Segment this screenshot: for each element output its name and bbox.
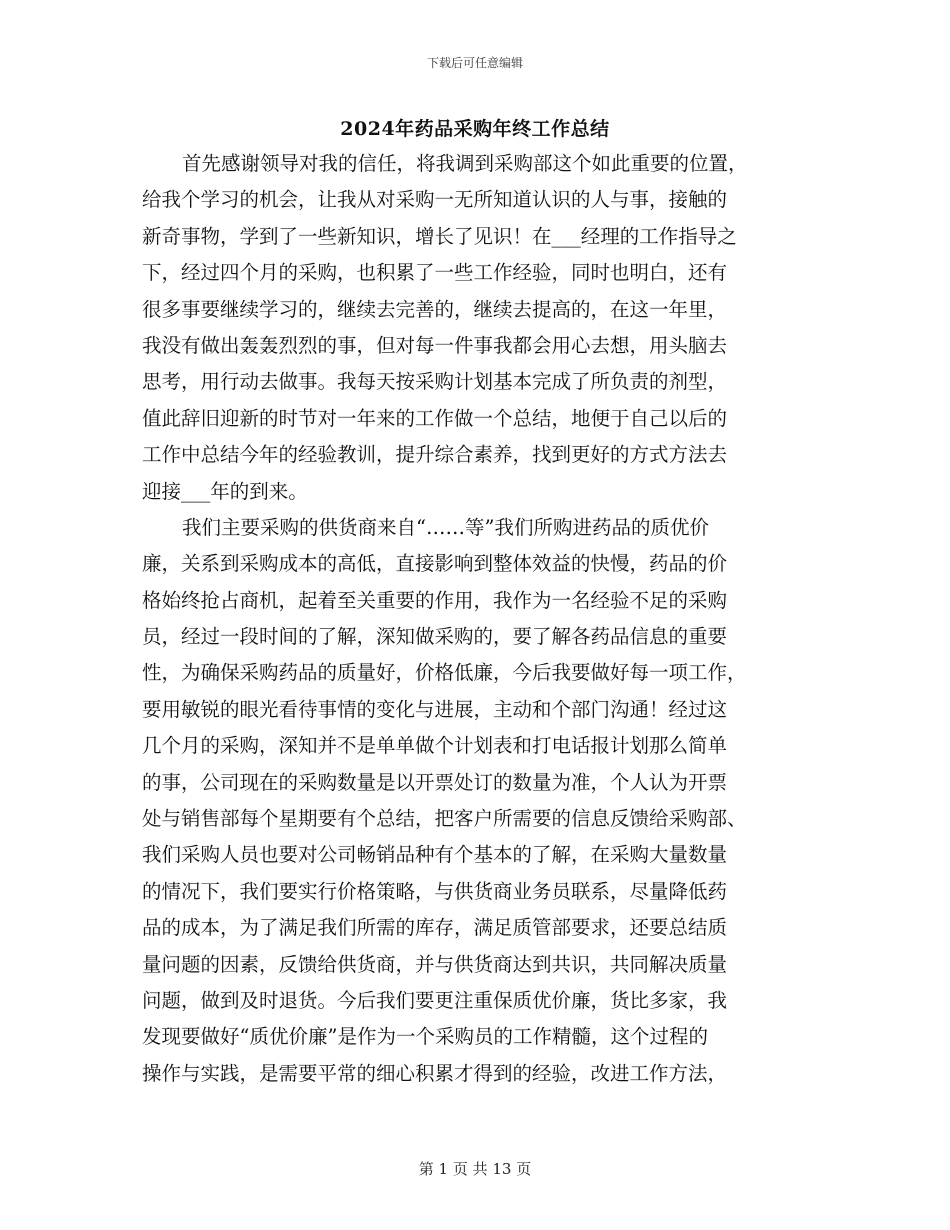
paragraph-line: 量问题的因素，反馈给供货商，并与供货商达到共识，共同解决质量 [142, 952, 728, 976]
page-number: 第 1 页 共 13 页 [418, 1160, 532, 1178]
paragraph-line: 很多事要继续学习的，继续去完善的，继续去提高的，在这一年里， [142, 297, 728, 321]
paragraph-line: 员，经过一段时间的了解，深知做采购的，要了解各药品信息的重要 [142, 625, 728, 649]
paragraph-line: 性，为确保采购药品的质量好，价格低廉，今后我要做好每一项工作， [142, 661, 747, 685]
paragraph-line: 发现要做好“质优价廉”是作为一个采购员的工作精髓，这个过程的 [142, 1025, 708, 1049]
paragraph-line: 格始终抢占商机，起着至关重要的作用，我作为一名经验不足的采购 [142, 588, 728, 612]
paragraph-line: 几个月的采购，深知并不是单单做个计划表和打电话报计划那么简单 [142, 734, 728, 758]
paragraph-line: 的事，公司现在的采购数量是以开票处订的数量为准，个人认为开票 [142, 770, 728, 794]
paragraph-line: 给我个学习的机会，让我从对采购一无所知道认识的人与事，接触的 [142, 188, 728, 212]
paragraph-line: 新奇事物，学到了一些新知识，增长了见识！在___经理的工作指导之 [142, 224, 737, 248]
paragraph-line: 我没有做出轰轰烈烈的事，但对每一件事我都会用心去想，用头脑去 [142, 333, 728, 357]
paragraph-line: 问题，做到及时退货。今后我们要更注重保质优价廉，货比多家，我 [142, 988, 728, 1012]
paragraph-line: 下，经过四个月的采购，也积累了一些工作经验，同时也明白，还有 [142, 261, 728, 285]
paragraph-line: 我们采购人员也要对公司畅销品种有个基本的了解，在采购大量数量 [142, 843, 728, 867]
paragraph-line: 处与销售部每个星期要有个总结，把客户所需要的信息反馈给采购部、 [142, 807, 747, 831]
paragraph-line: 要用敏锐的眼光看待事情的变化与进展，主动和个部门沟通！经过这 [142, 697, 728, 721]
paragraph-line: 首先感谢领导对我的信任，将我调到采购部这个如此重要的位置， [182, 152, 748, 175]
paragraph-line: 值此辞旧迎新的时节对一年来的工作做一个总结，地便于自己以后的 [142, 406, 728, 430]
paragraph-line: 的情况下，我们要实行价格策略，与供货商业务员联系，尽量降低药 [142, 879, 728, 903]
paragraph-line: 操作与实践，是需要平常的细心积累才得到的经验，改进工作方法， [142, 1061, 728, 1085]
document-body [142, 146, 806, 1092]
paragraph-line: 品的成本，为了满足我们所需的库存，满足质管部要求，还要总结质 [142, 916, 728, 940]
paragraph-line: 思考，用行动去做事。我每天按采购计划基本完成了所负责的剂型， [142, 370, 728, 394]
document-title: 2024年药品采购年终工作总结 [340, 118, 610, 140]
download-note: 下载后可任意编辑 [426, 56, 523, 70]
paragraph-line: 廉，关系到采购成本的高低，直接影响到整体效益的快慢，药品的价 [142, 552, 728, 576]
paragraph-line: 我们主要采购的供货商来自“……等”我们所购进药品的质优价 [182, 515, 709, 539]
paragraph-line: 工作中总结今年的经验教训，提升综合素养，找到更好的方式方法去 [142, 443, 728, 467]
paragraph-line: 迎接___年的到来。 [142, 479, 308, 503]
